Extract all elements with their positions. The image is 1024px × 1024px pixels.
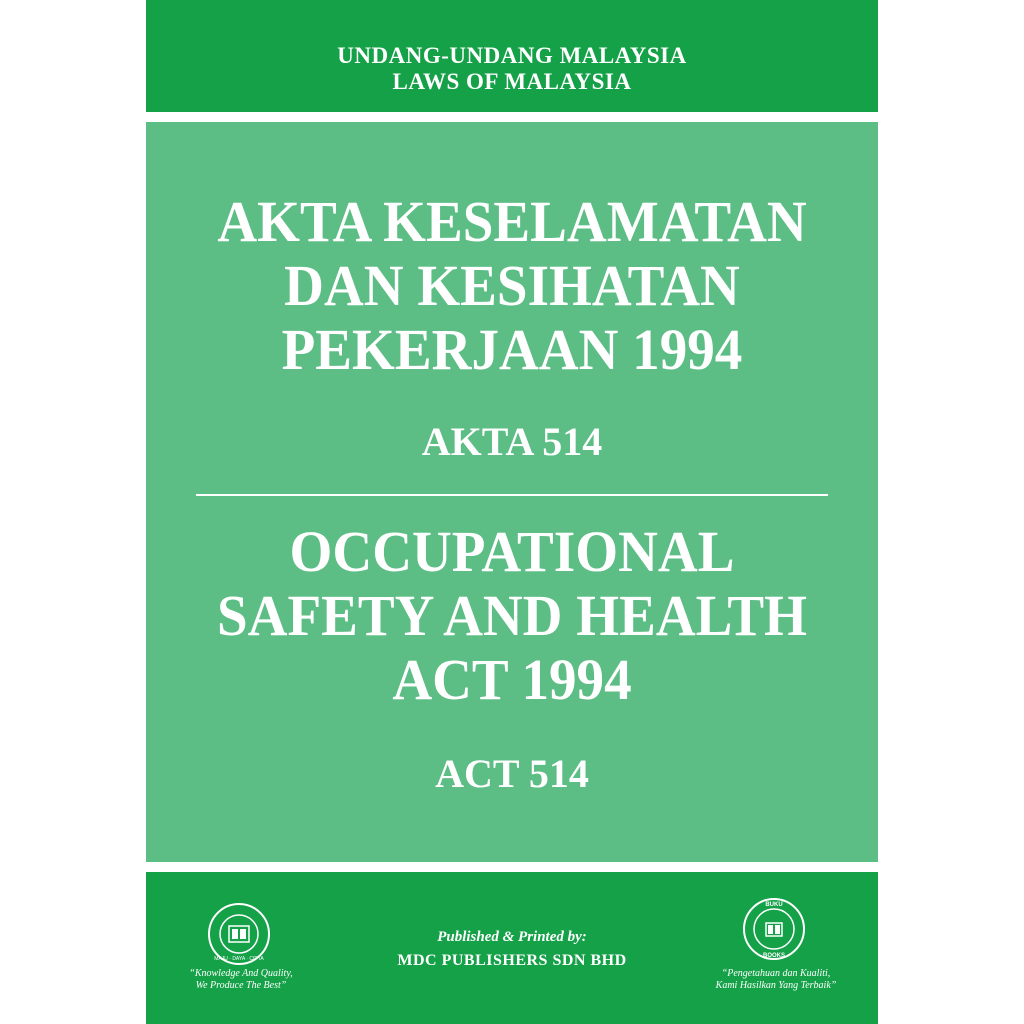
tagline-left	[166, 968, 316, 992]
header-band	[146, 0, 878, 112]
act-number-english: ACT 514	[435, 751, 589, 796]
books-ring-bottom: BOOKS	[762, 953, 786, 959]
tagline-left-line: “Knowledge And Quality,	[189, 968, 293, 979]
title-malay-line: PEKERJAAN 1994	[281, 317, 743, 382]
title-english-line: SAFETY AND HEALTH	[217, 583, 807, 648]
header-english: LAWS OF MALAYSIA	[392, 69, 632, 94]
tagline-right	[691, 968, 861, 992]
publisher-name: MDC PUBLISHERS SDN BHD	[397, 952, 627, 969]
title-english-line: ACT 1994	[392, 647, 632, 712]
title-panel	[146, 122, 878, 862]
publisher-band	[146, 872, 878, 1024]
title-english	[164, 520, 859, 712]
tagline-left-line: We Produce The Best”	[195, 980, 287, 991]
title-malay	[164, 190, 859, 382]
book-cover	[146, 0, 878, 1024]
mdc-ring-text: MAJU · DAYA · CIPTA	[214, 956, 264, 962]
act-number-malay: AKTA 514	[421, 419, 603, 464]
header-malay: UNDANG-UNDANG MALAYSIA	[337, 43, 687, 68]
title-malay-line: DAN KESIHATAN	[284, 253, 740, 318]
tagline-right-line: Kami Hasilkan Yang Terbaik”	[715, 980, 837, 991]
buku-ring-top: BUKU	[765, 902, 783, 908]
tagline-right-line: “Pengetahuan dan Kualiti,	[721, 968, 831, 979]
buku-books-logo-icon	[742, 897, 806, 961]
published-by-label: Published & Printed by:	[437, 929, 587, 945]
title-english-line: OCCUPATIONAL	[289, 519, 735, 584]
divider	[196, 494, 828, 496]
title-malay-line: AKTA KESELAMATAN	[217, 189, 807, 254]
